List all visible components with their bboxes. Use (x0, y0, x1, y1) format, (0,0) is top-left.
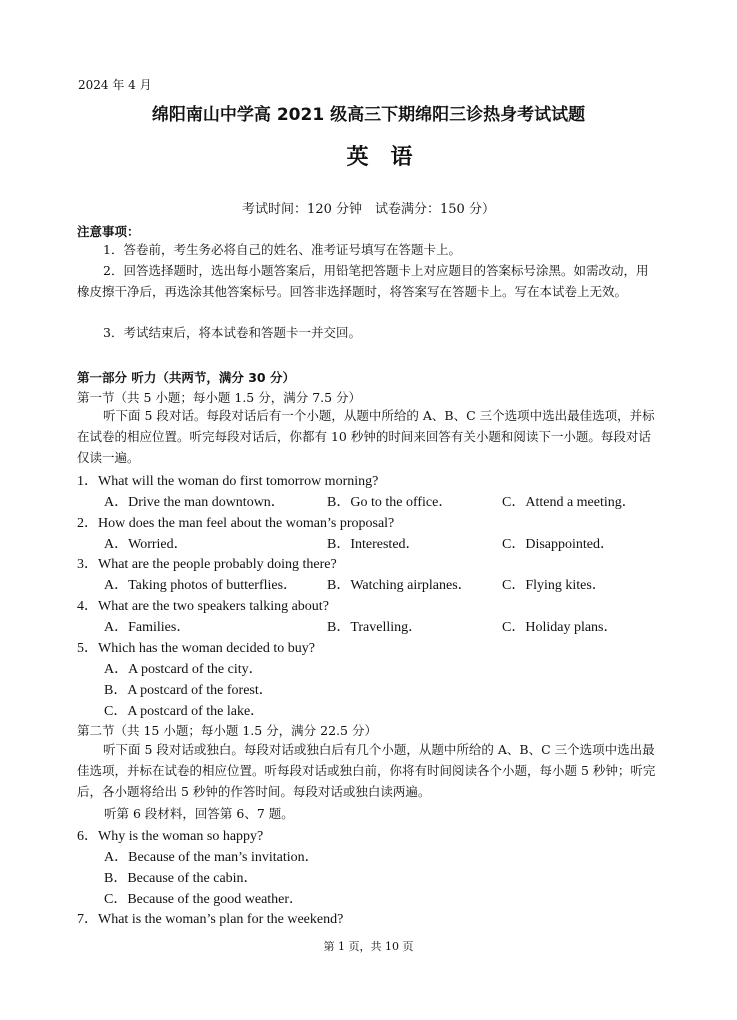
notice-heading: 注意事项： (77, 224, 140, 239)
option-5b: B．A postcard of the forest． (104, 683, 273, 698)
option-6b: B．Because of the cabin． (104, 871, 258, 886)
question-2: 2．How does the man feel about the woman’s proposal? (77, 516, 395, 531)
option-1a: A．Drive the man downtown． (104, 495, 285, 510)
section2-instructions: 听下面 5 段对话或独白。每段对话或独白后有几个小题，从题中所给的 A、B、C 三个选项中选出最佳选项，并标在试卷的相应位置。听每段对话或独白前，你将有时间阅读各个小题，每小题 5 秒钟；听完后，各小题将给出 5 秒钟的作答时间。每段对话或独白读两遍。 (77, 742, 656, 799)
notice-item-2: 2．回答选择题时，选出每小题答案后，用铅笔把答题卡上对应题目的答案标号涂黑。如需改动，用橡皮擦干净后，再选涂其他答案标号。回答非选择题时，将答案写在答题卡上。写在本试卷上无效。 (77, 263, 649, 299)
option-6c: C．Because of the good weather． (104, 892, 304, 907)
question-7: 7．What is the woman’s plan for the weekend? (77, 912, 344, 927)
section1-instructions: 听下面 5 段对话。每段对话后有一个小题，从题中所给的 A、B、C 三个选项中选出最佳选项，并标在试卷的相应位置。听完每段对话后，你都有 10 秒钟的时间来回答有关小题和阅读下一小题。每段对话仅读一遍。 (77, 408, 655, 465)
option-6a: A．Because of the man’s invitation． (104, 850, 319, 865)
option-5a: A．A postcard of the city． (104, 662, 263, 677)
section1-heading: 第一节（共 5 小题；每小题 1.5 分，满分 7.5 分） (77, 390, 362, 405)
notice-item-3: 3．考试结束后，将本试卷和答题卡一并交回。 (103, 325, 361, 340)
option-4b: B．Travelling． (327, 620, 423, 635)
notice-item-1: 1．答卷前，考生务必将自己的姓名、准考证号填写在答题卡上。 (103, 242, 461, 257)
option-1c: C．Attend a meeting． (502, 495, 636, 510)
option-1b: B．Go to the office． (327, 495, 453, 510)
question-4: 4．What are the two speakers talking about? (77, 599, 329, 614)
exam-title: 绵阳南山中学高 2021 级高三下期绵阳三诊热身考试试题 (151, 105, 586, 125)
exam-time-info: 考试时间：120 分钟 试卷满分：150 分） (242, 202, 495, 217)
question-6: 6．Why is the woman so happy? (77, 829, 264, 844)
option-2a: A．Worried． (104, 537, 188, 552)
option-2b: B．Interested． (327, 537, 420, 552)
question-1: 1．What will the woman do first tomorrow morning? (77, 474, 379, 489)
question-3: 3．What are the people probably doing there? (77, 557, 337, 572)
option-5c: C．A postcard of the lake． (104, 704, 265, 719)
option-3b: B．Watching airplanes． (327, 578, 472, 593)
question-5: 5．Which has the woman decided to buy? (77, 641, 315, 656)
subject-title: 英语 (346, 145, 435, 170)
option-4a: A．Families． (104, 620, 191, 635)
part1-heading: 第一部分 听力（共两节，满分 30 分） (77, 370, 295, 385)
option-4c: C．Holiday plans． (502, 620, 618, 635)
exam-date: 2024 年 4 月 (78, 78, 152, 92)
option-3c: C．Flying kites． (502, 578, 606, 593)
option-2c: C．Disappointed． (502, 537, 614, 552)
page-footer: 第 1 页，共 10 页 (323, 940, 414, 953)
section2-heading: 第二节（共 15 小题；每小题 1.5 分，满分 22.5 分） (77, 723, 377, 738)
material-6-note: 听第 6 段材料，回答第 6、7 题。 (104, 806, 294, 821)
option-3a: A．Taking photos of butterflies． (104, 578, 298, 593)
